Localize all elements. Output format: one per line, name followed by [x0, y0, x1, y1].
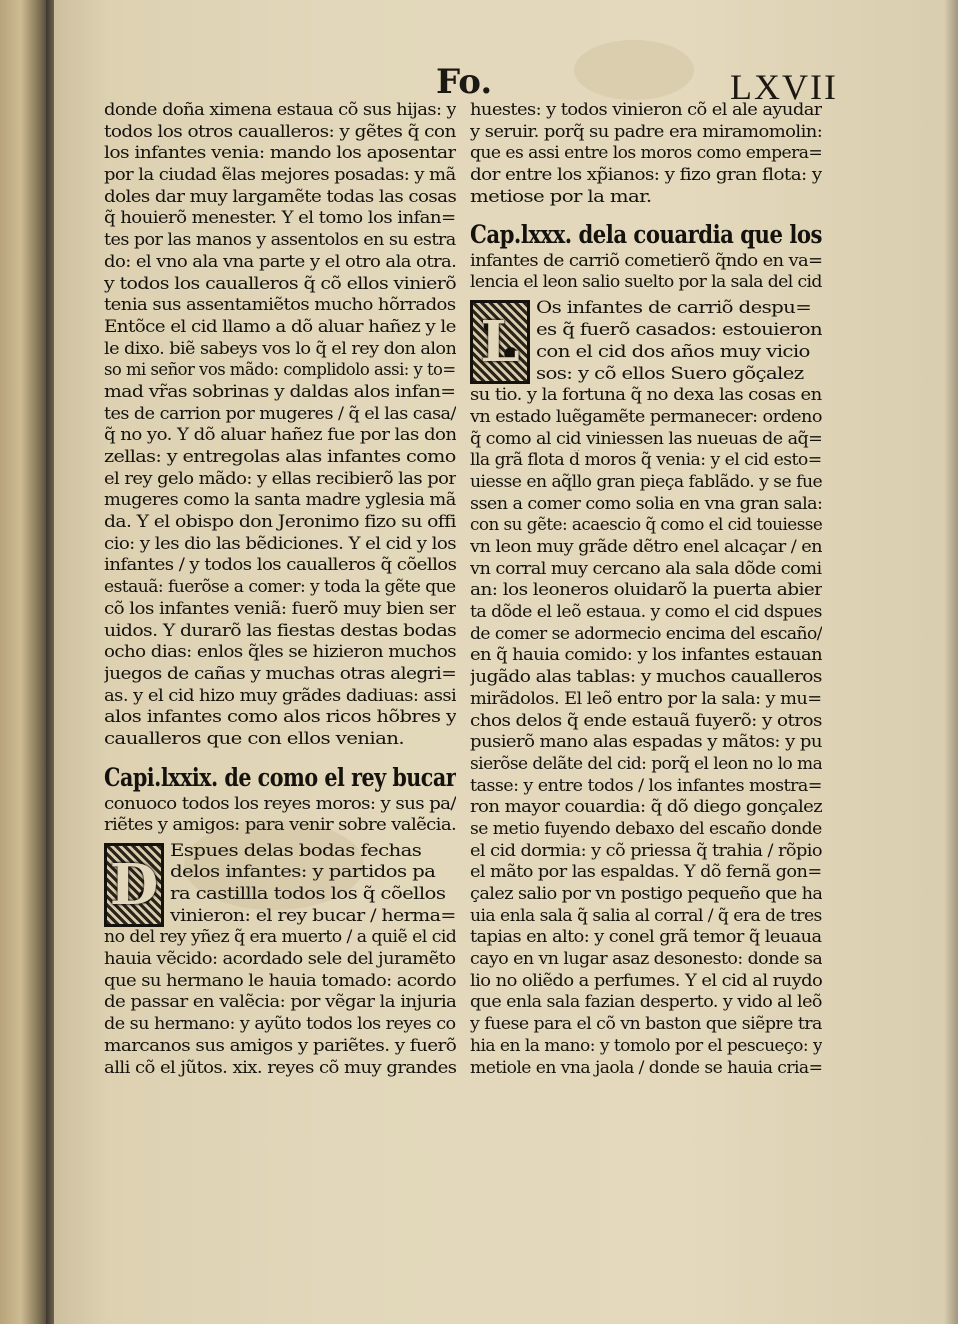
text-line: no del rey yñez q̃ era muerto / a quiẽ el cid: [104, 927, 456, 948]
text-line: Os infantes de carriõ despu=: [536, 298, 812, 319]
text-line: vn leon muy grãde dẽtro enel alcaçar / en: [470, 537, 822, 557]
text-line: con el cid dos años muy vicio: [536, 341, 810, 362]
text-line: lla grã flota d̃ moros q̃ venia: y el cid esto=: [470, 450, 822, 471]
text-line: ra castillla todos los q̃ cõellos: [170, 884, 446, 904]
text-line: zellas: y entregolas alas infantes como: [104, 447, 456, 467]
text-line: delos infantes: y partidos pa: [170, 862, 436, 883]
text-line: que su hermano le hauia tomado: acordo: [104, 970, 456, 991]
text-line: uiesse en aq̃llo gran pieça fablãdo. y se fue: [470, 471, 822, 492]
text-line: cayo en vn lugar asaz desonesto: donde sa: [470, 949, 822, 970]
text-line: Espues delas bodas fechas: [170, 840, 422, 861]
text-line: el cid dormia: y cõ priessa q̃ trahia / rõpio: [470, 840, 822, 861]
text-line: y todos los caualleros q̃ cõ ellos vinierõ: [104, 273, 456, 294]
text-line: q̃ como al cid viniessen las nueuas de aq̃=: [470, 428, 822, 449]
left-page-edge: [0, 0, 46, 1324]
text-line: lencia el leon salio suelto por la sala del cid: [470, 272, 822, 292]
text-line: con su gẽte: acaescio q̃ como el cid touiesse: [470, 515, 822, 536]
text-line: uidos. Y durarõ las fiestas destas bodas: [104, 620, 456, 641]
text-line: riẽtes y amigos: para venir sobre valẽcia.: [104, 814, 456, 834]
right-column-text-continued: [470, 385, 822, 1079]
text-line: dor entre los xp̃ianos: y fizo gran flota: y: [470, 165, 822, 186]
left-column-text-continued: [104, 927, 456, 1079]
folio-number: LXVII: [730, 67, 838, 107]
text-line: juegos de cañas y muchas otras alegri=: [104, 663, 456, 684]
text-line: jugãdo alas tablas: y muchos caualleros: [470, 667, 822, 688]
text-line: es q̃ fuerõ casados: estouieron: [536, 320, 822, 341]
left-column-text: [104, 100, 456, 751]
initial-block-79: [104, 841, 456, 928]
text-line: estauã: fuerõse a comer: y toda la gẽte que: [104, 577, 456, 598]
text-line: lio no oliẽdo a perfumes. Y el cid al ruydo: [470, 970, 822, 991]
text-line: los infantes venia: mando los aposentar: [104, 143, 456, 164]
text-line: marcanos sus amigos y pariẽtes. y fuerõ: [104, 1035, 456, 1056]
text-line: vn estado luẽgamẽte permanecer: ordeno: [470, 406, 822, 427]
text-line: infantes / y todos los caualleros q̃ cõellos: [104, 555, 456, 576]
folio-label: Fo.: [436, 62, 493, 102]
text-line: sos: y cõ ellos Suero gõçalez: [536, 363, 804, 384]
text-line: huestes: y todos vinieron cõ el ale ayudar: [470, 100, 822, 120]
text-line: que es assi entre los moros como empera=: [470, 143, 822, 164]
text-line: mugeres como la santa madre yglesia mã: [104, 490, 456, 511]
text-line: ocho dias: enlos q̃les se hizieron muchos: [104, 642, 456, 663]
text-line: tes por las manos y assentolos en su estra: [104, 230, 456, 251]
text-line: chos delos q̃ ende estauã fuyerõ: y otros: [470, 710, 822, 731]
text-line: y fuese para el cõ vn baston que siẽpre tra: [470, 1014, 822, 1035]
text-line: vn corral muy cercano ala sala dõde comi: [470, 558, 822, 579]
text-line: as. y el cid hizo muy grãdes dadiuas: assi: [104, 685, 456, 706]
chapter-subtitle-80: [470, 250, 822, 292]
initial-letter: D: [109, 851, 159, 918]
text-line: metiose por la mar.: [470, 186, 652, 207]
text-line: tasse: y entre todos / los infantes mostra=: [470, 775, 822, 796]
text-line: mad vr̃as sobrinas y daldas alos infan=: [104, 381, 456, 402]
text-line: çalez salio por vn postigo pequeño que ha: [470, 884, 822, 904]
right-column: [470, 100, 822, 1079]
text-line: da. Y el obispo don Jeronimo fizo su offi: [104, 512, 456, 533]
text-line: se metio fuyendo debaxo del escaño donde: [470, 818, 822, 839]
text-line: q̃ no yo. Y dõ aluar hañez fue por las don: [104, 425, 456, 446]
decorated-initial-d: [104, 843, 164, 927]
text-line: do: el vno ala vna parte y el otro ala otra.: [104, 251, 456, 272]
text-line: de su hermano: y ayũto todos los reyes co: [104, 1014, 456, 1035]
decorated-initial-l: [470, 300, 530, 384]
text-line: donde doña ximena estaua cõ sus hijas: y: [104, 100, 456, 120]
text-line: su tio. y la fortuna q̃ no dexa las cosas en: [470, 385, 822, 406]
right-column-text: [470, 100, 822, 208]
text-line: por la ciudad ẽlas mejores posadas: y mã: [104, 165, 456, 186]
initial-letter: L: [480, 309, 520, 376]
text-line: en q̃ hauia comido: y los infantes estauan: [470, 645, 822, 666]
text-line: tes de carrion por mugeres / q̃ el las casa/: [104, 403, 456, 424]
text-line: caualleros que con ellos venian.: [104, 728, 404, 749]
text-line: doles dar muy largamẽte todas las cosas: [104, 186, 456, 207]
text-line: cio: y les dio las bẽdiciones. Y el cid y los: [104, 533, 456, 554]
text-line: hia en la mano: y tomolo por el pescueço: y: [470, 1035, 822, 1056]
text-line: ta dõde el leõ estaua. y como el cid dspues: [470, 602, 822, 623]
text-line: metiole en vna jaola / donde se hauia cria=: [470, 1057, 822, 1078]
text-line: tapias en alto: y conel grã temor q̃ leuaua: [470, 927, 822, 948]
book-gutter: [46, 0, 54, 1324]
text-line: el mãto por las espaldas. Y dõ fernã gon=: [470, 862, 822, 883]
text-line: tenia sus assentamiẽtos mucho hõrrados: [104, 295, 456, 316]
text-line: conuoco todos los reyes moros: y sus pa/: [104, 793, 456, 813]
text-line: so mi señor vos mãdo: complidolo assi: y to=: [104, 360, 456, 381]
text-line: infantes de carriõ cometierõ q̃ndo en va=: [470, 251, 822, 271]
text-line: Entõce el cid llamo a dõ aluar hañez y le: [104, 316, 456, 337]
text-line: ron mayor couardia: q̃ dõ diego gonçalez: [470, 797, 822, 818]
text-line: alli cõ el jũtos. xix. reyes cõ muy grandes: [104, 1057, 456, 1078]
initial-block-80: [470, 298, 822, 385]
chapter-heading-79: Capi.lxxix. de como el rey bucar: [104, 762, 456, 792]
text-line: que enla sala fazian desperto. y vido al leõ: [470, 992, 822, 1013]
chapter-heading-80: Cap.lxxx. dela couardia que los: [470, 220, 822, 250]
text-line: alos infantes como alos ricos hõbres y: [104, 707, 456, 728]
text-line: el rey gelo mãdo: y ellas recibierõ las por: [104, 468, 456, 489]
text-line: todos los otros caualleros: y gẽtes q̃ con: [104, 121, 456, 142]
book-page: [54, 0, 958, 1324]
text-line: le dixo. biẽ sabeys vos lo q̃ el rey don alon: [104, 338, 456, 359]
text-line: cõ los infantes veniã: fuerõ muy bien ser: [104, 598, 456, 619]
text-line: sierõse delãte del cid: porq̃ el leon no lo ma: [470, 753, 822, 774]
text-line: de passar en valẽcia: por vẽgar la injuria: [104, 992, 456, 1013]
text-line: uia enla sala q̃ salia al corral / q̃ era de tres: [470, 905, 822, 926]
text-line: an: los leoneros oluidarõ la puerta abier: [470, 580, 822, 601]
text-line: ssen a comer como solia en vna gran sala:: [470, 493, 822, 514]
text-line: hauia vẽcido: acordado sele del juramẽto: [104, 949, 456, 970]
chapter-subtitle-79: [104, 793, 456, 835]
text-line: q̃ houierõ menester. Y el tomo los infan=: [104, 208, 456, 229]
left-column: [104, 100, 456, 1079]
text-line: mirãdolos. El leõ entro por la sala: y mu=: [470, 688, 822, 709]
text-line: y seruir. porq̃ su padre era miramomolin:: [470, 121, 822, 142]
text-line: de comer se adormecio encima del escaño/: [470, 623, 822, 644]
text-line: vinieron: el rey bucar / herma=: [170, 905, 456, 926]
text-line: pusierõ mano alas espadas y mãtos: y pu: [470, 732, 822, 753]
